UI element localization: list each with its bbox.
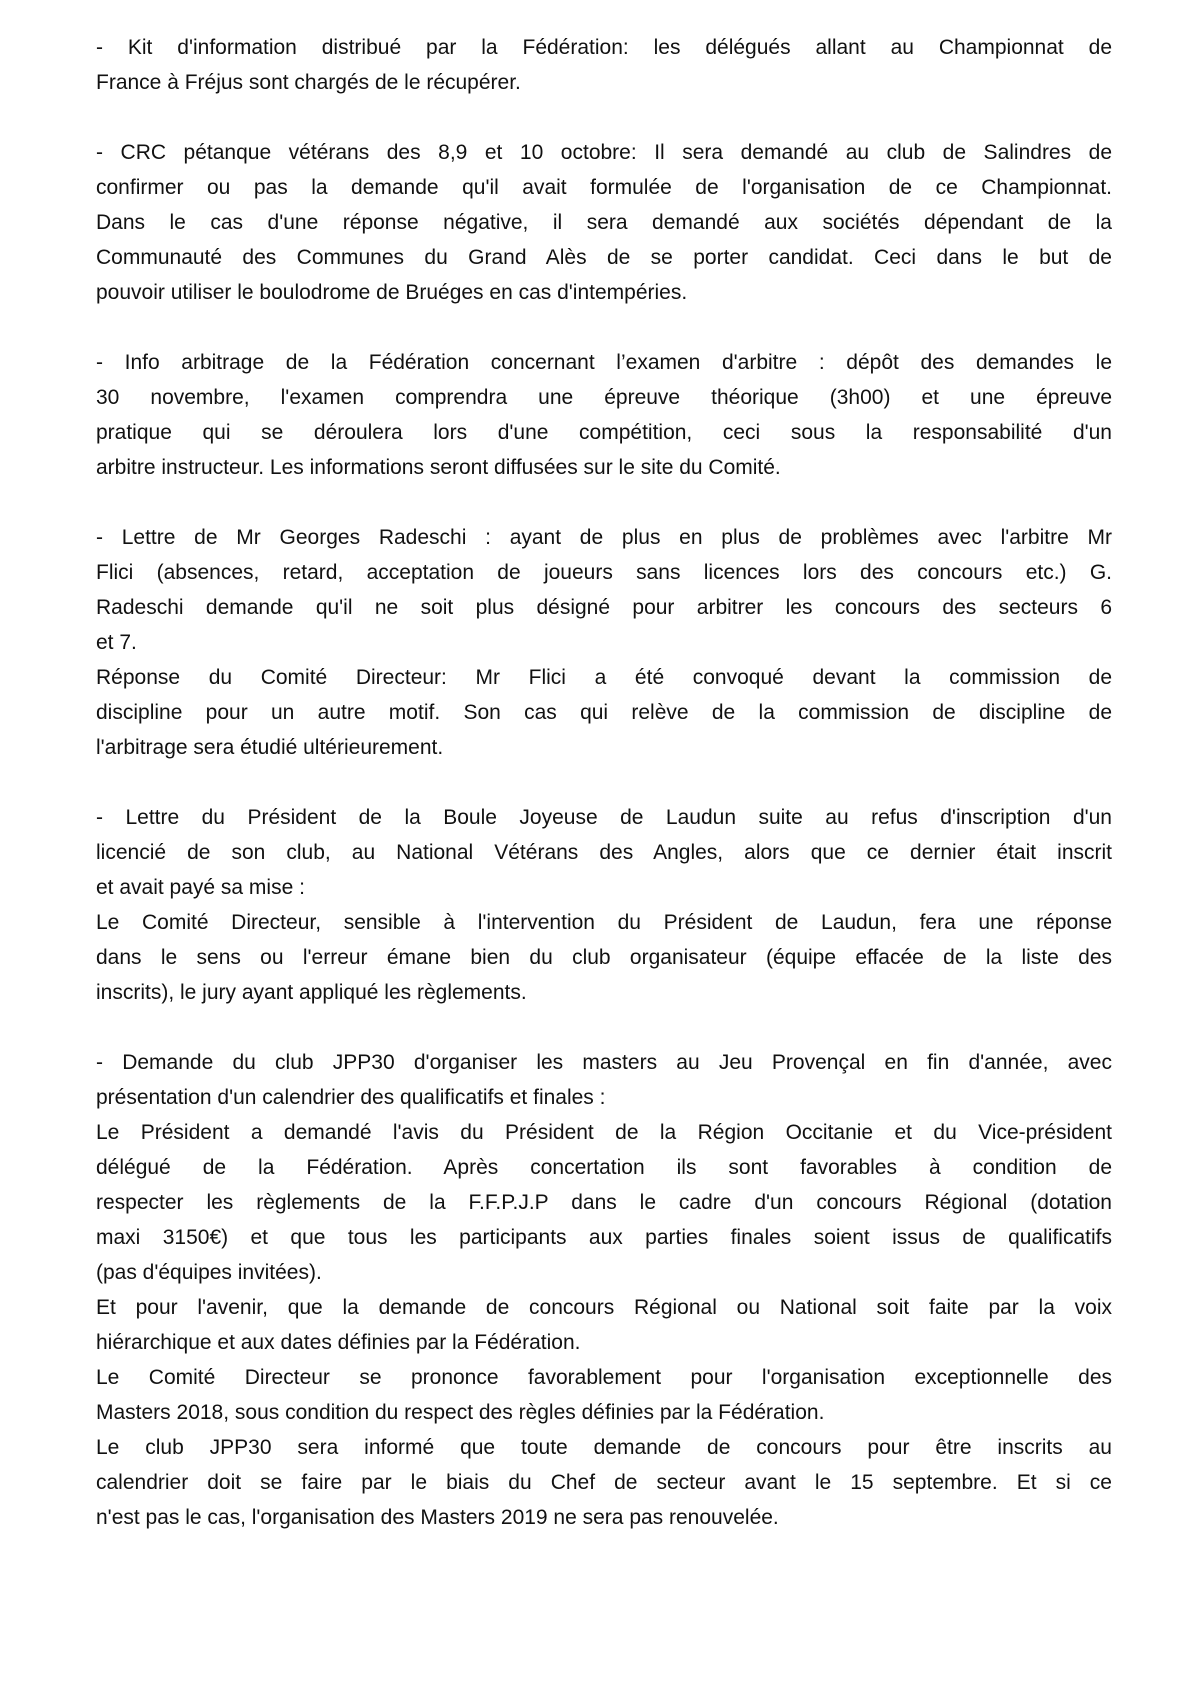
- text-line: (pas d'équipes invitées).: [96, 1261, 322, 1284]
- text-line: - Demande du club JPP30 d'organiser les masters au Jeu Provençal en fin d'année, avec: [96, 1051, 1112, 1074]
- text-line: - Lettre du Président de la Boule Joyeuse de Laudun suite au refus d'inscription d'un: [96, 806, 1112, 829]
- text-line: pratique qui se déroulera lors d'une compétition, ceci sous la responsabilité d'un: [96, 421, 1112, 444]
- text-line: discipline pour un autre motif. Son cas qui relève de la commission de discipline de: [96, 701, 1112, 724]
- text-line: Le club JPP30 sera informé que toute demande de concours pour être inscrits au: [96, 1436, 1112, 1459]
- text-line: respecter les règlements de la F.F.P.J.P dans le cadre d'un concours Régional (dotation: [96, 1191, 1112, 1214]
- text-line: - Lettre de Mr Georges Radeschi : ayant de plus en plus de problèmes avec l'arbitre Mr: [96, 526, 1112, 549]
- text-line: inscrits), le jury ayant appliqué les règlements.: [96, 981, 527, 1004]
- text-line: Flici (absences, retard, acceptation de joueurs sans licences lors des concours etc.) G.: [96, 561, 1112, 584]
- text-line: arbitre instructeur. Les informations seront diffusées sur le site du Comité.: [96, 456, 781, 479]
- text-line: Communauté des Communes du Grand Alès de se porter candidat. Ceci dans le but de: [96, 246, 1112, 269]
- paragraph-kit-information: [96, 30, 1112, 100]
- text-line: - CRC pétanque vétérans des 8,9 et 10 octobre: Il sera demandé au club de Salindres de: [96, 141, 1112, 164]
- text-line: Radeschi demande qu'il ne soit plus désigné pour arbitrer les concours des secteurs 6: [96, 596, 1112, 619]
- text-line: 30 novembre, l'examen comprendra une épreuve théorique (3h00) et une épreuve: [96, 386, 1112, 409]
- text-line: Masters 2018, sous condition du respect des règles définies par la Fédération.: [96, 1401, 825, 1424]
- text-line: Dans le cas d'une réponse négative, il sera demandé aux sociétés dépendant de la: [96, 211, 1112, 234]
- text-line: Le Comité Directeur se prononce favorablement pour l'organisation exceptionnelle des: [96, 1366, 1112, 1389]
- text-line: délégué de la Fédération. Après concertation ils sont favorables à condition de: [96, 1156, 1112, 1179]
- text-line: Le Président a demandé l'avis du Président de la Région Occitanie et du Vice-président: [96, 1121, 1112, 1144]
- text-line: France à Fréjus sont chargés de le récupérer.: [96, 71, 521, 94]
- paragraph-crc-petanque-veterans: [96, 135, 1112, 310]
- paragraph-demande-jpp30: [96, 1045, 1112, 1535]
- text-line: calendrier doit se faire par le biais du Chef de secteur avant le 15 septembre. Et si ce: [96, 1471, 1112, 1494]
- text-line: - Info arbitrage de la Fédération concernant l’examen d'arbitre : dépôt des demandes le: [96, 351, 1112, 374]
- text-line: maxi 3150€) et que tous les participants aux parties finales soient issus de qualificatifs: [96, 1226, 1112, 1249]
- paragraph-lettre-radeschi: [96, 520, 1112, 765]
- text-line: et 7.: [96, 631, 137, 654]
- text-line: n'est pas le cas, l'organisation des Masters 2019 ne sera pas renouvelée.: [96, 1506, 779, 1529]
- text-line: dans le sens ou l'erreur émane bien du club organisateur (équipe effacée de la liste des: [96, 946, 1112, 969]
- paragraph-lettre-president-laudun: [96, 800, 1112, 1010]
- text-line: licencié de son club, au National Vétérans des Angles, alors que ce dernier était inscrit: [96, 841, 1112, 864]
- paragraph-info-arbitrage: [96, 345, 1112, 485]
- text-line: confirmer ou pas la demande qu'il avait formulée de l'organisation de ce Championnat.: [96, 176, 1112, 199]
- document-page: [96, 30, 1112, 1570]
- text-line: Et pour l'avenir, que la demande de concours Régional ou National soit faite par la voix: [96, 1296, 1112, 1319]
- text-line: Réponse du Comité Directeur: Mr Flici a été convoqué devant la commission de: [96, 666, 1112, 689]
- text-line: pouvoir utiliser le boulodrome de Bruéges en cas d'intempéries.: [96, 281, 688, 304]
- text-line: présentation d'un calendrier des qualificatifs et finales :: [96, 1086, 606, 1109]
- text-line: Le Comité Directeur, sensible à l'intervention du Président de Laudun, fera une réponse: [96, 911, 1112, 934]
- text-line: l'arbitrage sera étudié ultérieurement.: [96, 736, 444, 759]
- text-line: et avait payé sa mise :: [96, 876, 305, 899]
- text-line: hiérarchique et aux dates définies par la Fédération.: [96, 1331, 581, 1354]
- text-line: - Kit d'information distribué par la Fédération: les délégués allant au Championnat de: [96, 36, 1112, 59]
